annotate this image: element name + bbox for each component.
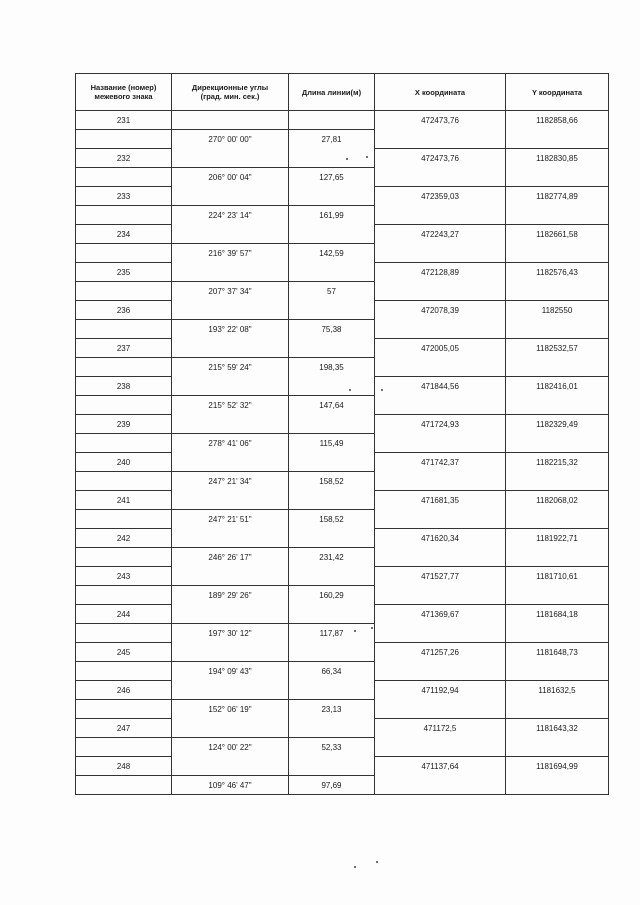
line-length-cell: [289, 301, 375, 320]
x-coordinate-cell: 471742,37: [375, 453, 506, 472]
y-coordinate-cell: 1182532,57: [506, 339, 609, 358]
line-length-cell: [289, 339, 375, 358]
x-coordinate-cell: 472128,89: [375, 263, 506, 282]
boundary-coordinates-table: [75, 73, 609, 795]
y-coordinate-cell: 1182858,66: [506, 111, 609, 130]
point-name-cell: 234: [76, 225, 172, 244]
point-name-cell: 236: [76, 301, 172, 320]
point-name-cell: 238: [76, 377, 172, 396]
table-row-segment: [76, 396, 609, 415]
y-coordinate-cell: 1181632,5: [506, 681, 609, 700]
line-length-cell: [289, 149, 375, 168]
y-coordinate-cell: [506, 358, 609, 377]
table-row-point: [76, 681, 609, 700]
y-coordinate-cell: 1181694,99: [506, 757, 609, 776]
direction-angle-cell: [172, 187, 289, 206]
x-coordinate-cell: 472078,39: [375, 301, 506, 320]
x-coordinate-cell: [375, 776, 506, 795]
line-length-cell: [289, 491, 375, 510]
line-length-cell: 52,33: [289, 738, 375, 757]
table-row-point: [76, 719, 609, 738]
x-coordinate-cell: [375, 130, 506, 149]
x-coordinate-cell: [375, 434, 506, 453]
scan-speck: [376, 861, 378, 863]
direction-angle-cell: 278° 41' 06": [172, 434, 289, 453]
y-coordinate-cell: [506, 510, 609, 529]
line-length-cell: [289, 681, 375, 700]
table-body: [76, 111, 609, 795]
y-coordinate-cell: 1182416,01: [506, 377, 609, 396]
scan-speck: [366, 156, 368, 158]
x-coordinate-cell: 471172,5: [375, 719, 506, 738]
point-name-cell: 240: [76, 453, 172, 472]
y-coordinate-cell: 1182830,85: [506, 149, 609, 168]
table-row-point: [76, 567, 609, 586]
x-coordinate-cell: [375, 168, 506, 187]
y-coordinate-cell: 1181648,73: [506, 643, 609, 662]
line-length-cell: 66,34: [289, 662, 375, 681]
x-coordinate-cell: 471681,35: [375, 491, 506, 510]
x-coordinate-cell: 471257,26: [375, 643, 506, 662]
x-coordinate-cell: 471844,56: [375, 377, 506, 396]
line-length-cell: 23,13: [289, 700, 375, 719]
line-length-cell: 57: [289, 282, 375, 301]
table-row-point: [76, 377, 609, 396]
line-length-cell: 115,49: [289, 434, 375, 453]
x-coordinate-cell: [375, 320, 506, 339]
table-row-segment: [76, 700, 609, 719]
line-length-cell: 142,59: [289, 244, 375, 263]
point-name-cell: [76, 510, 172, 529]
table-row-point: [76, 111, 609, 130]
x-coordinate-cell: [375, 738, 506, 757]
line-length-cell: [289, 187, 375, 206]
header-y-coordinate: Y координата: [506, 74, 609, 111]
point-name-cell: [76, 586, 172, 605]
point-name-cell: 246: [76, 681, 172, 700]
line-length-cell: [289, 111, 375, 130]
y-coordinate-cell: 1182774,89: [506, 187, 609, 206]
table-row-segment: [76, 624, 609, 643]
y-coordinate-cell: [506, 700, 609, 719]
scan-speck: [346, 158, 348, 160]
x-coordinate-cell: 472005,05: [375, 339, 506, 358]
y-coordinate-cell: [506, 662, 609, 681]
x-coordinate-cell: 472243,27: [375, 225, 506, 244]
table-row-segment: [76, 738, 609, 757]
x-coordinate-cell: [375, 244, 506, 263]
x-coordinate-cell: 472359,03: [375, 187, 506, 206]
direction-angle-cell: 247° 21' 51": [172, 510, 289, 529]
table-row-point: [76, 643, 609, 662]
point-name-cell: 241: [76, 491, 172, 510]
scan-speck: [354, 866, 356, 868]
header-x-coordinate: X координата: [375, 74, 506, 111]
line-length-cell: [289, 643, 375, 662]
y-coordinate-cell: 1182576,43: [506, 263, 609, 282]
direction-angle-cell: [172, 263, 289, 282]
x-coordinate-cell: 471527,77: [375, 567, 506, 586]
x-coordinate-cell: 471724,93: [375, 415, 506, 434]
scan-speck: [381, 389, 383, 391]
y-coordinate-cell: [506, 396, 609, 415]
direction-angle-cell: 194° 09' 43": [172, 662, 289, 681]
x-coordinate-cell: 471192,94: [375, 681, 506, 700]
header-line-length: Длина линии(м): [289, 74, 375, 111]
direction-angle-cell: [172, 111, 289, 130]
point-name-cell: 244: [76, 605, 172, 624]
y-coordinate-cell: [506, 320, 609, 339]
direction-angle-cell: 224° 23' 14": [172, 206, 289, 225]
line-length-cell: [289, 377, 375, 396]
direction-angle-cell: [172, 643, 289, 662]
y-coordinate-cell: 1182215,32: [506, 453, 609, 472]
table-row-point: [76, 263, 609, 282]
point-name-cell: 245: [76, 643, 172, 662]
y-coordinate-cell: [506, 738, 609, 757]
table-row-point: [76, 529, 609, 548]
x-coordinate-cell: [375, 510, 506, 529]
x-coordinate-cell: 471137,64: [375, 757, 506, 776]
line-length-cell: 231,42: [289, 548, 375, 567]
point-name-cell: [76, 244, 172, 263]
line-length-cell: [289, 757, 375, 776]
direction-angle-cell: 215° 52' 32": [172, 396, 289, 415]
table-row-point: [76, 757, 609, 776]
table-row-segment: [76, 130, 609, 149]
x-coordinate-cell: [375, 358, 506, 377]
line-length-cell: [289, 415, 375, 434]
table-row-point: [76, 225, 609, 244]
direction-angle-cell: 206° 00' 04": [172, 168, 289, 187]
point-name-cell: [76, 320, 172, 339]
line-length-cell: 158,52: [289, 472, 375, 491]
table-row-point: [76, 605, 609, 624]
point-name-cell: [76, 282, 172, 301]
scan-speck: [371, 627, 373, 629]
y-coordinate-cell: 1181710,61: [506, 567, 609, 586]
direction-angle-cell: [172, 719, 289, 738]
table-row-segment: [76, 662, 609, 681]
y-coordinate-cell: 1182661,58: [506, 225, 609, 244]
point-name-cell: [76, 396, 172, 415]
line-length-cell: [289, 225, 375, 244]
y-coordinate-cell: [506, 624, 609, 643]
direction-angle-cell: [172, 339, 289, 358]
point-name-cell: 232: [76, 149, 172, 168]
direction-angle-cell: [172, 491, 289, 510]
direction-angle-cell: 215° 59' 24": [172, 358, 289, 377]
line-length-cell: [289, 263, 375, 282]
direction-angle-cell: [172, 681, 289, 700]
y-coordinate-cell: 1181684,18: [506, 605, 609, 624]
point-name-cell: [76, 434, 172, 453]
direction-angle-cell: 152° 06' 19": [172, 700, 289, 719]
x-coordinate-cell: [375, 396, 506, 415]
point-name-cell: 247: [76, 719, 172, 738]
y-coordinate-cell: [506, 434, 609, 453]
y-coordinate-cell: [506, 282, 609, 301]
direction-angle-cell: [172, 453, 289, 472]
point-name-cell: 243: [76, 567, 172, 586]
point-name-cell: [76, 472, 172, 491]
table-row-segment: [76, 776, 609, 795]
y-coordinate-cell: 1182329,49: [506, 415, 609, 434]
point-name-cell: 237: [76, 339, 172, 358]
scan-speck: [349, 389, 351, 391]
line-length-cell: [289, 567, 375, 586]
direction-angle-cell: 246° 26' 17": [172, 548, 289, 567]
point-name-cell: 248: [76, 757, 172, 776]
x-coordinate-cell: [375, 700, 506, 719]
direction-angle-cell: 124° 00' 22": [172, 738, 289, 757]
point-name-cell: [76, 358, 172, 377]
table-row-point: [76, 339, 609, 358]
direction-angle-cell: [172, 757, 289, 776]
table-header-row: [76, 74, 609, 111]
header-point-name: Название (номер) межевого знака: [76, 74, 172, 111]
direction-angle-cell: [172, 529, 289, 548]
x-coordinate-cell: [375, 206, 506, 225]
line-length-cell: [289, 529, 375, 548]
table-row-segment: [76, 548, 609, 567]
line-length-cell: 117,87: [289, 624, 375, 643]
header-direction-angle: Дирекционные углы (град. мин. сек.): [172, 74, 289, 111]
y-coordinate-cell: [506, 206, 609, 225]
table-row-segment: [76, 282, 609, 301]
x-coordinate-cell: [375, 624, 506, 643]
x-coordinate-cell: [375, 662, 506, 681]
direction-angle-cell: 193° 22' 08": [172, 320, 289, 339]
x-coordinate-cell: [375, 472, 506, 491]
table-row-segment: [76, 320, 609, 339]
y-coordinate-cell: [506, 168, 609, 187]
table-row-segment: [76, 434, 609, 453]
line-length-cell: 27,81: [289, 130, 375, 149]
table-row-point: [76, 187, 609, 206]
table-row-segment: [76, 244, 609, 263]
y-coordinate-cell: [506, 548, 609, 567]
point-name-cell: 231: [76, 111, 172, 130]
direction-angle-cell: 216° 39' 57": [172, 244, 289, 263]
direction-angle-cell: 197° 30' 12": [172, 624, 289, 643]
table-row-segment: [76, 472, 609, 491]
direction-angle-cell: [172, 377, 289, 396]
table-row-point: [76, 491, 609, 510]
y-coordinate-cell: 1182068,02: [506, 491, 609, 510]
line-length-cell: 127,65: [289, 168, 375, 187]
direction-angle-cell: 247° 21' 34": [172, 472, 289, 491]
x-coordinate-cell: 472473,76: [375, 111, 506, 130]
point-name-cell: 233: [76, 187, 172, 206]
x-coordinate-cell: [375, 282, 506, 301]
point-name-cell: [76, 738, 172, 757]
line-length-cell: [289, 605, 375, 624]
y-coordinate-cell: 1181643,32: [506, 719, 609, 738]
table-row-point: [76, 415, 609, 434]
point-name-cell: [76, 776, 172, 795]
y-coordinate-cell: [506, 472, 609, 491]
y-coordinate-cell: [506, 776, 609, 795]
table-row-segment: [76, 586, 609, 605]
y-coordinate-cell: [506, 586, 609, 605]
x-coordinate-cell: 471620,34: [375, 529, 506, 548]
line-length-cell: [289, 453, 375, 472]
table-row-segment: [76, 510, 609, 529]
direction-angle-cell: [172, 225, 289, 244]
table-row-segment: [76, 206, 609, 225]
point-name-cell: 239: [76, 415, 172, 434]
point-name-cell: [76, 662, 172, 681]
x-coordinate-cell: [375, 548, 506, 567]
line-length-cell: [289, 719, 375, 738]
direction-angle-cell: [172, 605, 289, 624]
y-coordinate-cell: 1182550: [506, 301, 609, 320]
point-name-cell: [76, 624, 172, 643]
direction-angle-cell: 207° 37' 34": [172, 282, 289, 301]
y-coordinate-cell: [506, 244, 609, 263]
table-row-point: [76, 453, 609, 472]
table-row-point: [76, 149, 609, 168]
line-length-cell: 161,99: [289, 206, 375, 225]
direction-angle-cell: [172, 301, 289, 320]
line-length-cell: 147,64: [289, 396, 375, 415]
direction-angle-cell: [172, 415, 289, 434]
point-name-cell: [76, 130, 172, 149]
point-name-cell: 235: [76, 263, 172, 282]
point-name-cell: [76, 700, 172, 719]
table-row-segment: [76, 358, 609, 377]
line-length-cell: 97,69: [289, 776, 375, 795]
x-coordinate-cell: 472473,76: [375, 149, 506, 168]
direction-angle-cell: 109° 46' 47": [172, 776, 289, 795]
line-length-cell: 198,35: [289, 358, 375, 377]
scan-speck: [354, 630, 356, 632]
line-length-cell: 75,38: [289, 320, 375, 339]
x-coordinate-cell: 471369,67: [375, 605, 506, 624]
point-name-cell: [76, 206, 172, 225]
direction-angle-cell: [172, 149, 289, 168]
point-name-cell: [76, 168, 172, 187]
table-row-segment: [76, 168, 609, 187]
line-length-cell: 160,29: [289, 586, 375, 605]
direction-angle-cell: 270° 00' 00": [172, 130, 289, 149]
x-coordinate-cell: [375, 586, 506, 605]
direction-angle-cell: 189° 29' 26": [172, 586, 289, 605]
point-name-cell: [76, 548, 172, 567]
y-coordinate-cell: 1181922,71: [506, 529, 609, 548]
y-coordinate-cell: [506, 130, 609, 149]
direction-angle-cell: [172, 567, 289, 586]
table-row-point: [76, 301, 609, 320]
point-name-cell: 242: [76, 529, 172, 548]
line-length-cell: 158,52: [289, 510, 375, 529]
